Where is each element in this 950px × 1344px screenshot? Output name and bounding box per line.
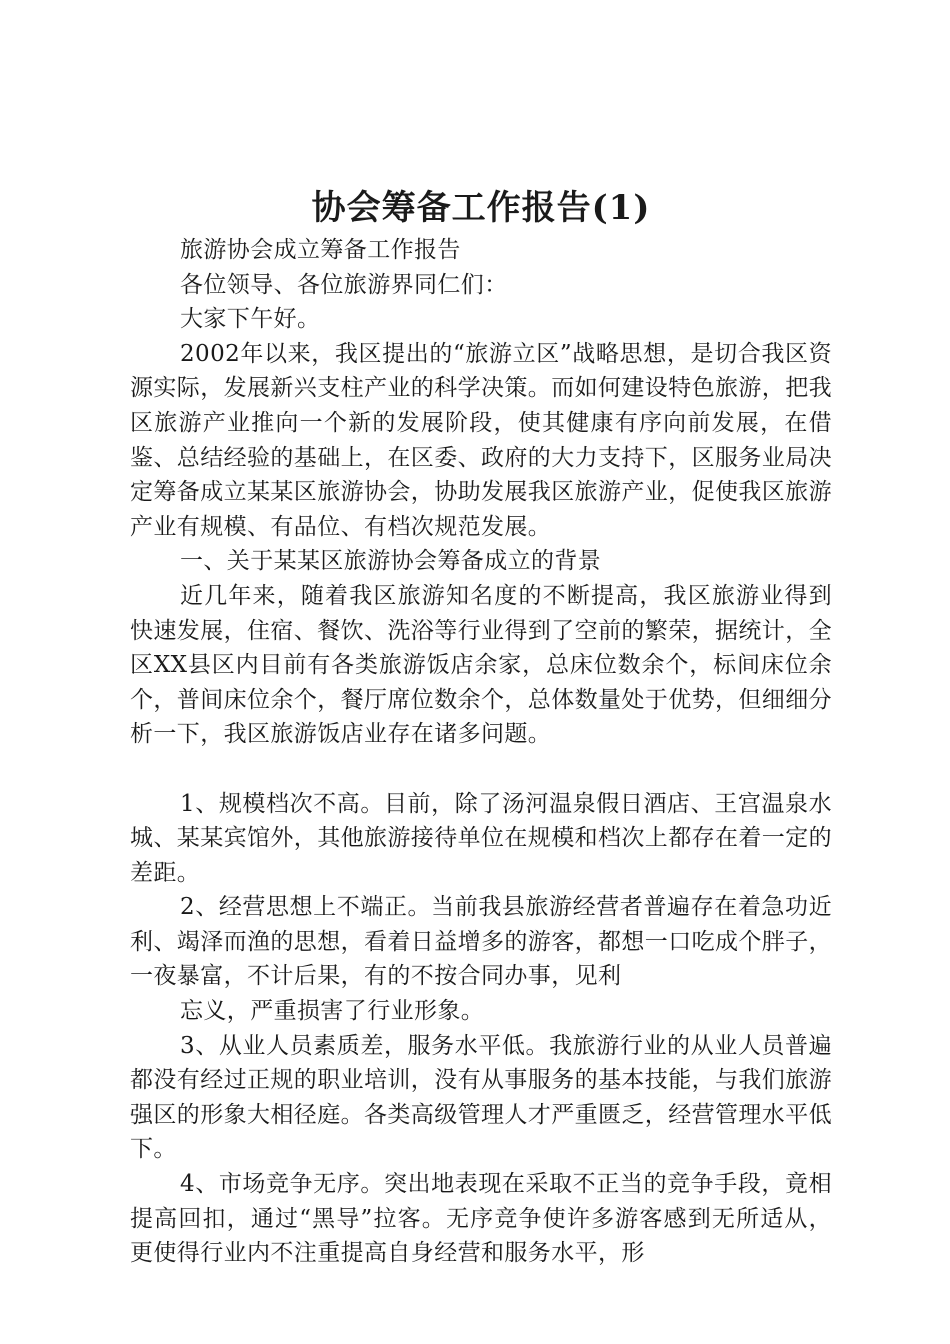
paragraph-subtitle: 旅游协会成立筹备工作报告 [180,237,461,263]
paragraph-issue-3: 3、从业人员素质差，服务水平低。我旅游行业的从业人员普遍都没有经过正规的职业培训，没有从事服务的基本技能，与我们旅游强区的形象大相径庭。各类高级管理人才严重匮乏，经营管理水平低下。 [130,1032,832,1163]
paragraph-spacer [130,752,832,787]
paragraph-issue-2-continued: 忘义，严重损害了行业形象。 [180,998,485,1025]
document-body [130,183,832,1271]
paragraph-issue-1: 1、规模档次不高。目前，除了汤河温泉假日酒店、王宫温泉水城、某某宾馆外，其他旅游接待单位在规模和档次上都存在着一定的差距。 [130,790,832,886]
section-heading-background: 一、关于某某区旅游协会筹备成立的背景 [180,548,602,575]
paragraph-issue-4: 4、市场竞争无序。突出地表现在采取不正当的竞争手段，竟相提高回扣，通过“黑导”拉客。无序竞争使许多游客感到无所适从，更使得行业内不注重提高自身经营和服务水平，形 [130,1171,832,1267]
document-title: 协会筹备工作报告(1) [311,188,651,228]
paragraph-background: 近几年来，随着我区旅游知名度的不断提高，我区旅游业得到快速发展，住宿、餐饮、洗浴等行业得到了空前的繁荣，据统计，全区XX县区内目前有各类旅游饭店余家，总床位数余个，标间床位余个，普间床位余个，餐厅席位数余个，总体数量处于优势，但细细分析一下，我区旅游饭店业存在诸多问题。 [130,582,832,748]
paragraph-salutation: 各位领导、各位旅游界同仁们： [180,271,508,298]
paragraph-greeting: 大家下午好。 [180,306,321,333]
paragraph-issue-2: 2、经营思想上不端正。当前我县旅游经营者普遍存在着急功近利、竭泽而渔的思想，看着日益增多的游客，都想一口吃成个胖子，一夜暴富，不计后果，有的不按合同办事，见利 [130,894,832,990]
paragraph-intro: 2002年以来，我区提出的“旅游立区”战略思想，是切合我区资源实际，发展新兴支柱产业的科学决策。而如何建设特色旅游，把我区旅游产业推向一个新的发展阶段，使其健康有序向前发展，在借鉴、总结经验的基础上，在区委、政府的大力支持下，区服务业局决定筹备成立某某区旅游协会，协助发展我区旅游产业，促使我区旅游产业有规模、有品位、有档次规范发展。 [130,340,832,540]
